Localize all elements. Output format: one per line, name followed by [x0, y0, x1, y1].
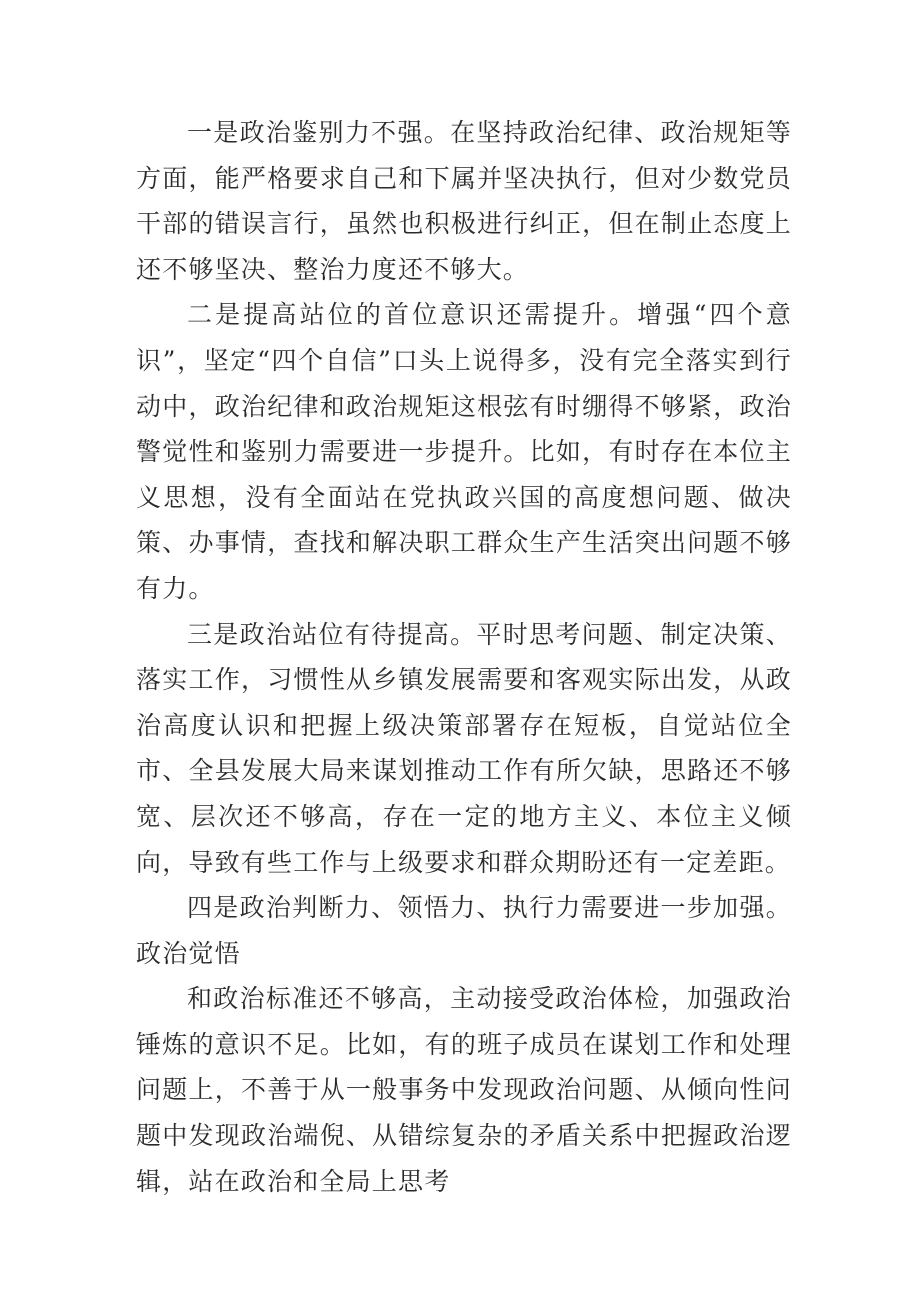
document-body [136, 110, 792, 1204]
paragraph-political-standard: 和政治标准还不够高，主动接受政治体检，加强政治锤炼的意识不足。比如，有的班子成员在谋划工作和处理问题上，不善于从一般事务中发现政治问题、从倾向性问题中发现政治端倪、从错综复杂的矛盾关系中把握政治逻辑，站在政治和全局上思考 [136, 984, 792, 1196]
paragraph-political-position: 三是政治站位有待提高。平时思考问题、制定决策、落实工作，习惯性从乡镇发展需要和客观实际出发，从政治高度认识和把握上级决策部署存在短板，自觉站位全市、全县发展大局来谋划推动工作有所欠缺，思路还不够宽、层次还不够高，存在一定的地方主义、本位主义倾向，导致有些工作与上级要求和群众期盼还有一定差距。 [136, 619, 792, 877]
paragraph-political-stance-awareness: 二是提高站位的首位意识还需提升。增强“四个意识”，坚定“四个自信”口头上说得多，没有完全落实到行动中，政治纪律和政治规矩这根弦有时绷得不够紧，政治警觉性和鉴别力需要进一步提升。比如，有时存在本位主义思想，没有全面站在党执政兴国的高度想问题、做决策、办事情，查找和解决职工群众生产生活突出问题不够有力。 [136, 300, 792, 603]
paragraph-political-discernment: 一是政治鉴别力不强。在坚持政治纪律、政治规矩等方面，能严格要求自己和下属并坚决执行，但对少数党员干部的错误言行，虽然也积极进行纠正，但在制止态度上还不够坚决、整治力度还不够大。 [136, 118, 792, 284]
paragraph-political-judgment: 四是政治判断力、领悟力、执行力需要进一步加强。政治觉悟 [136, 893, 792, 968]
